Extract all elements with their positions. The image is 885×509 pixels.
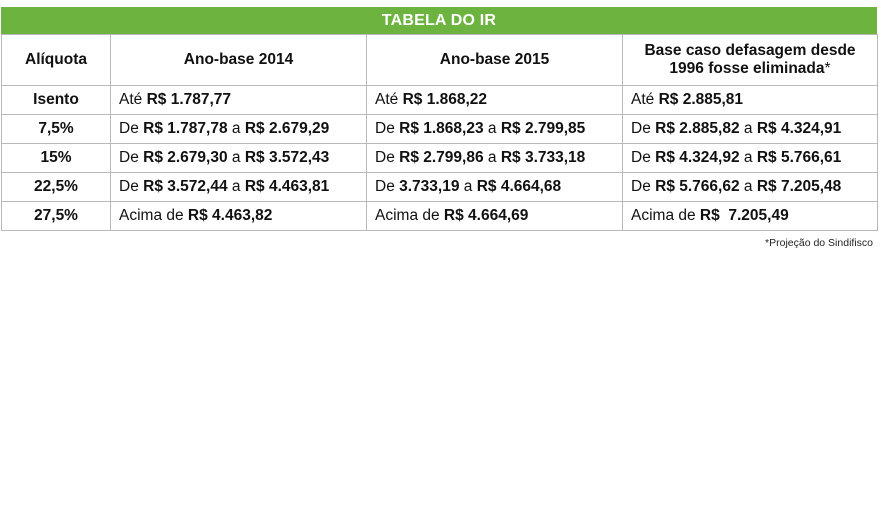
range-prefix: Até (631, 91, 659, 108)
range-cell (367, 202, 623, 231)
range-prefix: De (631, 178, 656, 195)
amount-value: R$ 2.679,30 (143, 149, 228, 166)
range-connector: a (739, 149, 757, 166)
amount-value: R$ 4.664,69 (443, 207, 529, 224)
range-cell (111, 144, 367, 173)
range-prefix: Acima de (631, 207, 700, 224)
amount-value: R$ 3.733,18 (500, 149, 586, 166)
range-prefix: De (631, 120, 656, 137)
amount-value: R$ 2.885,81 (658, 91, 744, 108)
range-cell (623, 115, 878, 144)
amount-value: R$ 7.205,49 (699, 207, 789, 224)
range-connector: a (227, 149, 245, 166)
amount-value: R$ 7.205,48 (756, 178, 842, 195)
amount-value: R$ 4.664,68 (476, 178, 562, 195)
amount-value: R$ 4.324,91 (756, 120, 842, 137)
amount-value: R$ 5.766,61 (756, 149, 842, 166)
header-base-defasagem: Base caso defasagem desde 1996 fosse eliminada* (623, 35, 878, 86)
header-row (2, 35, 878, 86)
range-connector: a (459, 178, 477, 195)
range-connector: a (739, 120, 757, 137)
amount-value: R$ 2.799,86 (399, 149, 484, 166)
amount-value: R$ 3.572,43 (244, 149, 330, 166)
amount-value: R$ 1.787,78 (143, 120, 228, 137)
amount-value: R$ 1.868,22 (402, 91, 488, 108)
table-row (2, 115, 878, 144)
range-cell (367, 144, 623, 173)
ir-table (1, 34, 878, 231)
amount-value: 3.733,19 (399, 178, 460, 195)
rate-cell: Isento (2, 86, 111, 115)
range-connector: a (227, 178, 245, 195)
header-aliquota: Alíquota (2, 35, 111, 86)
range-cell (111, 86, 367, 115)
table-row (2, 144, 878, 173)
range-prefix: De (375, 178, 400, 195)
range-prefix: Acima de (119, 207, 188, 224)
range-cell (111, 202, 367, 231)
range-connector: a (227, 120, 245, 137)
header-ano-base-2015: Ano-base 2015 (367, 35, 623, 86)
range-prefix: Acima de (375, 207, 444, 224)
range-prefix: De (119, 149, 144, 166)
range-prefix: De (631, 149, 656, 166)
range-cell (111, 173, 367, 202)
amount-value: R$ 5.766,62 (655, 178, 740, 195)
range-cell (367, 86, 623, 115)
amount-value: R$ 4.463,82 (187, 207, 273, 224)
range-connector: a (739, 178, 757, 195)
range-cell (367, 115, 623, 144)
range-cell (623, 173, 878, 202)
amount-value: R$ 2.679,29 (244, 120, 330, 137)
ir-table-container (1, 7, 877, 231)
table-row (2, 173, 878, 202)
range-connector: a (483, 149, 501, 166)
range-prefix: Até (119, 91, 147, 108)
amount-value: R$ 2.885,82 (655, 120, 740, 137)
range-cell (623, 86, 878, 115)
rate-cell: 15% (2, 144, 111, 173)
rate-cell: 22,5% (2, 173, 111, 202)
range-prefix: De (119, 120, 144, 137)
range-prefix: De (119, 178, 144, 195)
range-cell (367, 173, 623, 202)
amount-value: R$ 3.572,44 (143, 178, 228, 195)
range-cell (111, 115, 367, 144)
amount-value: R$ 4.463,81 (244, 178, 330, 195)
table-row (2, 202, 878, 231)
amount-value: R$ 4.324,92 (655, 149, 740, 166)
range-connector: a (483, 120, 501, 137)
range-prefix: De (375, 149, 400, 166)
rate-cell: 27,5% (2, 202, 111, 231)
range-prefix: De (375, 120, 400, 137)
range-cell (623, 202, 878, 231)
range-cell (623, 144, 878, 173)
footnote: *Projeção do Sindifisco (765, 237, 873, 249)
table-row (2, 86, 878, 115)
amount-value: R$ 1.787,77 (146, 91, 232, 108)
table-title: TABELA DO IR (1, 7, 877, 34)
amount-value: R$ 1.868,23 (399, 120, 484, 137)
range-prefix: Até (375, 91, 403, 108)
rate-cell: 7,5% (2, 115, 111, 144)
header-ano-base-2014: Ano-base 2014 (111, 35, 367, 86)
amount-value: R$ 2.799,85 (500, 120, 586, 137)
